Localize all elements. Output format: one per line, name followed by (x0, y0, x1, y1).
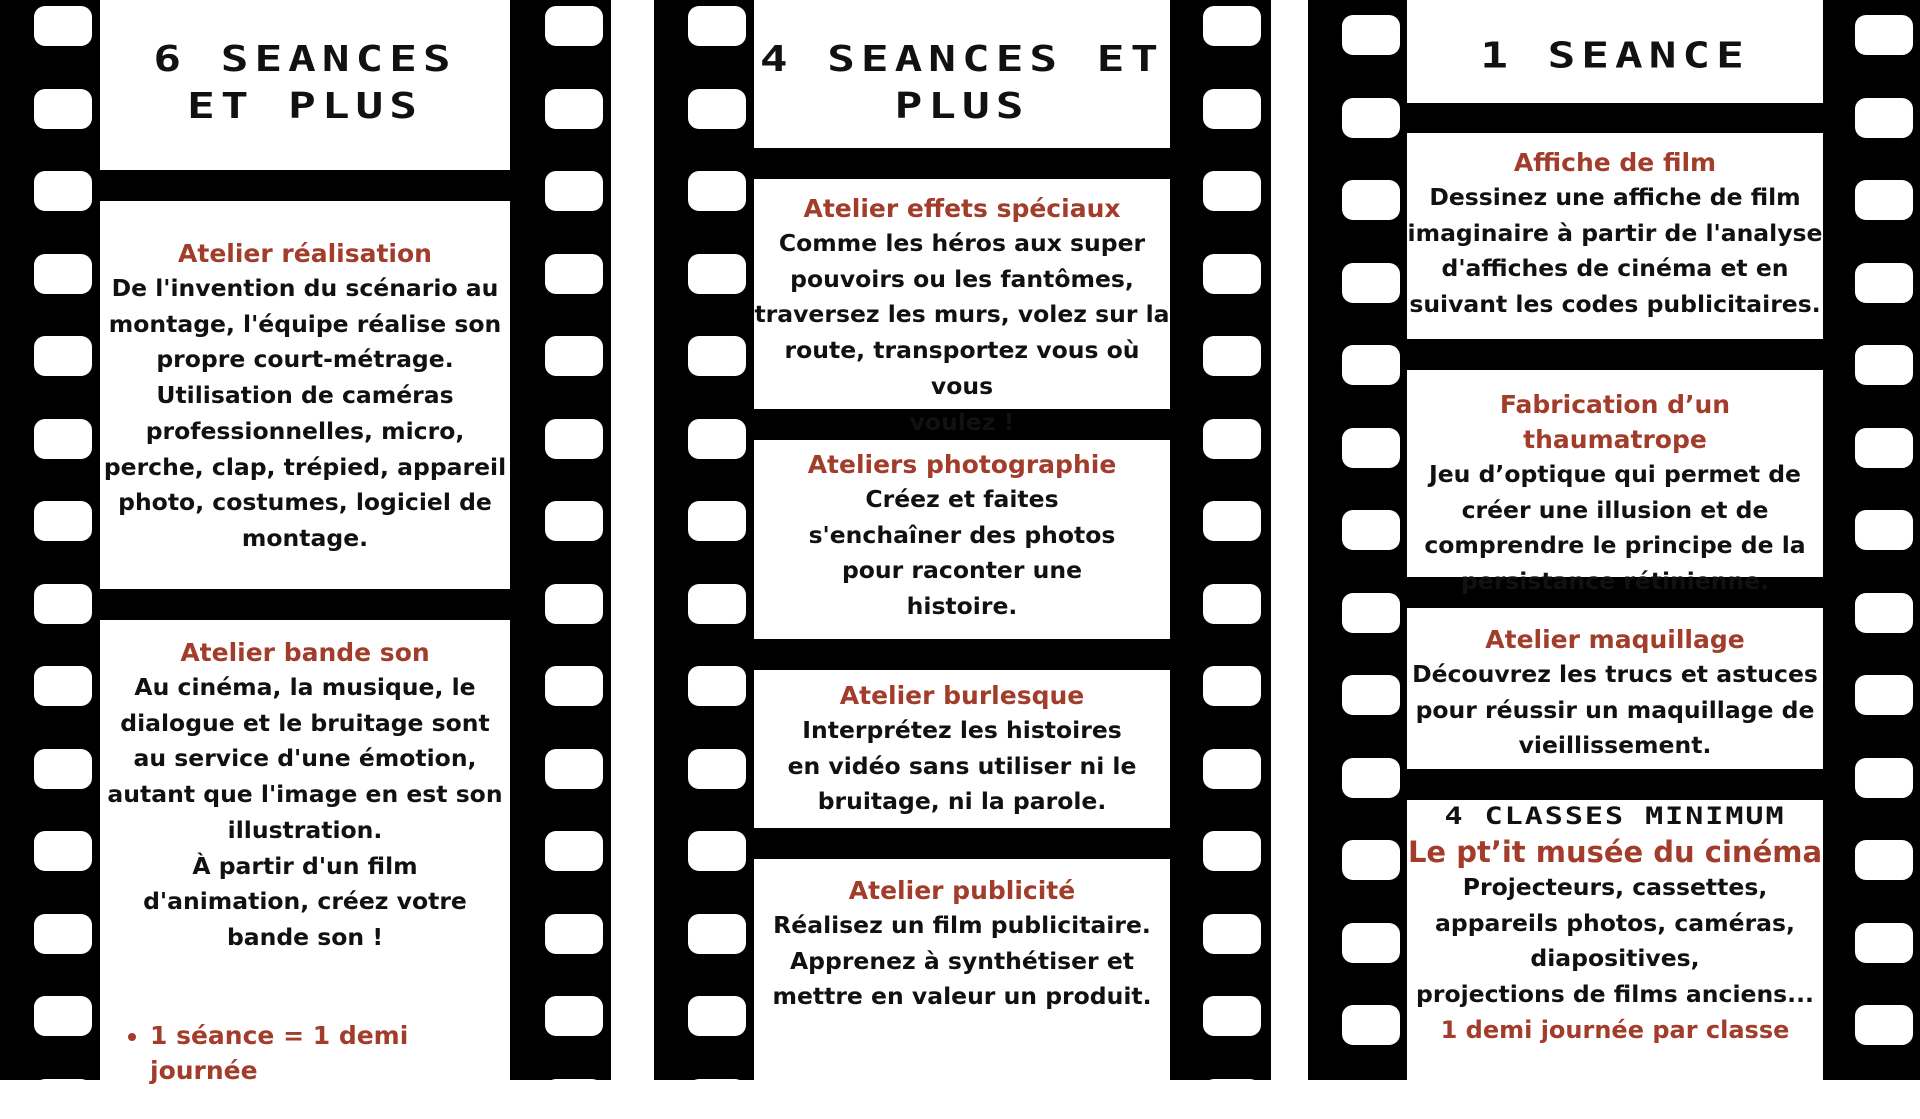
sprocket-hole (1342, 428, 1400, 468)
section-heading: 1 SEANCE (1480, 33, 1750, 77)
sprocket-hole (1342, 675, 1400, 715)
workshop-card (754, 670, 1170, 828)
workshop-description: Créez et faites s'enchaîner des photos pour raconter une histoire. (808, 485, 1116, 621)
sprocket-hole (34, 419, 92, 459)
sprocket-hole (1203, 501, 1261, 541)
sprocket-hole (1203, 419, 1261, 459)
sprocket-hole (688, 336, 746, 376)
sprocket-hole (34, 501, 92, 541)
sprocket-hole (34, 1079, 92, 1119)
session-note: • 1 séance = 1 demi journée (150, 1018, 510, 1088)
sprocket-hole (1342, 98, 1400, 138)
sprocket-hole (688, 419, 746, 459)
sprocket-hole (545, 996, 603, 1036)
sprocket-hole (1203, 831, 1261, 871)
sprocket-hole (1203, 171, 1261, 211)
sprocket-hole (1855, 15, 1913, 55)
sprocket-hole (1342, 593, 1400, 633)
workshop-description: De l'invention du scénario au montage, l'équipe réalise son propre court-métrage. Utilisation de caméras professionnelles, micro, perche, clap, trépied, appareil photo, costumes, logiciel de montage. (103, 274, 507, 552)
workshop-description: Réalisez un film publicitaire. Apprenez à synthétiser et mettre en valeur un produit. (772, 911, 1152, 1011)
sprocket-hole (34, 584, 92, 624)
sprocket-hole (1342, 1005, 1400, 1045)
sprocket-hole (688, 584, 746, 624)
session-note-list (100, 1018, 510, 1088)
sprocket-hole (1855, 345, 1913, 385)
sprocket-hole (545, 6, 603, 46)
sprocket-hole (1203, 6, 1261, 46)
note-frame (100, 990, 510, 1085)
sprocket-hole (1342, 923, 1400, 963)
workshop-description: Découvrez les trucs et astuces pour réussir un maquillage de vieillissement. (1412, 660, 1818, 760)
sprocket-hole (545, 1079, 603, 1119)
sprocket-hole (34, 336, 92, 376)
sprocket-hole (1342, 180, 1400, 220)
workshop-title: Fabrication d’un thaumatrope (1499, 390, 1731, 454)
sprocket-hole (688, 501, 746, 541)
film-strip-four-sessions (654, 0, 1271, 1080)
workshop-card (1407, 608, 1823, 769)
workshop-description: Interprétez les histoires en vidéo sans utiliser ni le bruitage, ni la parole. (787, 716, 1137, 816)
sprocket-hole (1855, 98, 1913, 138)
sprocket-hole (688, 666, 746, 706)
sprocket-hole (1203, 749, 1261, 789)
sprocket-hole (1203, 996, 1261, 1036)
workshop-card (100, 620, 510, 990)
sprocket-hole (1342, 758, 1400, 798)
workshop-description: Dessinez une affiche de film imaginaire à partir de l'analyse d'affiches de cinéma et en suivant les codes publicitaires. (1407, 183, 1823, 319)
workshop-title: Atelier réalisation (178, 239, 432, 268)
sprocket-hole (688, 6, 746, 46)
sprocket-hole (1342, 840, 1400, 880)
workshop-title: Atelier maquillage (1485, 625, 1745, 654)
sprocket-hole (545, 89, 603, 129)
section-heading: 6 SEANCES ET PLUS (153, 37, 457, 127)
sprocket-hole (1203, 89, 1261, 129)
sprocket-hole (545, 831, 603, 871)
sprocket-hole (1855, 840, 1913, 880)
sprocket-hole (1855, 923, 1913, 963)
workshop-description: Au cinéma, la musique, le dialogue et le bruitage sont au service d'une émotion, autant que l'image en est son illustration. À partir d'un film d'animation, créez votre bande son ! (107, 673, 503, 951)
sprocket-hole (1203, 1079, 1261, 1119)
sprocket-hole (34, 89, 92, 129)
sprocket-hole (1855, 593, 1913, 633)
film-strip-six-sessions (0, 0, 611, 1085)
sprocket-hole (34, 254, 92, 294)
sprocket-hole (688, 749, 746, 789)
sprocket-hole (1855, 510, 1913, 550)
sprocket-hole (688, 996, 746, 1036)
museum-card (1407, 800, 1823, 1080)
section-heading: 4 SEANCES ET PLUS (759, 37, 1165, 127)
workshop-title: Ateliers photographie (807, 450, 1117, 479)
workshop-title: Atelier effets spéciaux (803, 194, 1121, 223)
workshop-title: Atelier bande son (180, 638, 430, 667)
sprocket-hole (688, 1079, 746, 1119)
sprocket-hole (1855, 428, 1913, 468)
film-strip-one-session (1308, 0, 1920, 1080)
workshop-title: Affiche de film (1513, 148, 1717, 177)
sprocket-hole (34, 914, 92, 954)
sprocket-hole (545, 749, 603, 789)
sprocket-hole (688, 254, 746, 294)
sprocket-hole (1342, 510, 1400, 550)
heading-frame (100, 0, 510, 170)
sprocket-hole (34, 6, 92, 46)
sprocket-hole (545, 501, 603, 541)
sprocket-hole (34, 749, 92, 789)
sprocket-hole (1203, 666, 1261, 706)
workshop-title: Atelier burlesque (839, 681, 1085, 710)
heading-frame (754, 0, 1170, 148)
sprocket-hole (1203, 336, 1261, 376)
minimum-classes-heading: 4 CLASSES MINIMUM (1444, 802, 1786, 831)
sprocket-hole (1203, 914, 1261, 954)
sprocket-hole (1855, 263, 1913, 303)
workshop-card (754, 179, 1170, 436)
workshop-card (1407, 133, 1823, 339)
sprocket-hole (34, 996, 92, 1036)
workshop-card (754, 440, 1170, 639)
museum-note: 1 demi journée par classe (1440, 1015, 1790, 1044)
sprocket-hole (1855, 1005, 1913, 1045)
sprocket-hole (1855, 180, 1913, 220)
sprocket-hole (34, 831, 92, 871)
museum-title: Le pt’it musée du cinéma (1407, 835, 1823, 869)
sprocket-hole (34, 666, 92, 706)
sprocket-hole (545, 171, 603, 211)
sprocket-hole (688, 89, 746, 129)
workshop-description: Jeu d’optique qui permet de créer une illusion et de comprendre le principe de la persistance rétinienne. (1424, 460, 1806, 596)
sprocket-hole (545, 914, 603, 954)
sprocket-hole (1203, 584, 1261, 624)
sprocket-hole (545, 584, 603, 624)
workshop-description: Comme les héros aux super pouvoirs ou les fantômes, traversez les murs, volez sur la route, transportez vous où vous voulez ! (754, 229, 1170, 436)
sprocket-hole (1203, 254, 1261, 294)
workshop-card (754, 859, 1170, 1080)
sprocket-hole (688, 171, 746, 211)
sprocket-hole (1855, 758, 1913, 798)
museum-description: Projecteurs, cassettes, appareils photos, caméras, diapositives, projections de films anciens... (1416, 873, 1814, 1009)
sprocket-hole (545, 254, 603, 294)
sprocket-hole (545, 336, 603, 376)
sprocket-hole (1855, 675, 1913, 715)
sprocket-hole (545, 666, 603, 706)
sprocket-hole (1342, 263, 1400, 303)
sprocket-hole (1342, 15, 1400, 55)
sprocket-hole (545, 419, 603, 459)
sprocket-hole (1342, 345, 1400, 385)
sprocket-hole (34, 171, 92, 211)
sprocket-hole (688, 914, 746, 954)
sprocket-hole (688, 831, 746, 871)
workshop-card (100, 201, 510, 589)
workshop-card (1407, 370, 1823, 596)
workshop-title: Atelier publicité (848, 876, 1076, 905)
heading-frame (1407, 0, 1823, 103)
